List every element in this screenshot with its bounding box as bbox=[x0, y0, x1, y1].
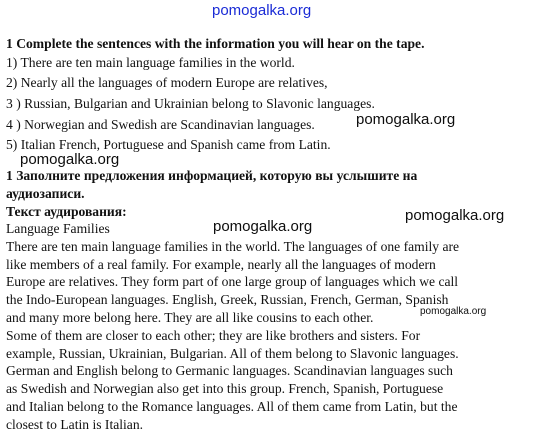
passage-line: and Italian belong to the Romance languages. All of them came from Latin, but the bbox=[6, 399, 458, 414]
text-title: Language Families bbox=[6, 221, 110, 236]
exercise-heading: 1 Complete the sentences with the information you will hear on the tape. bbox=[6, 36, 425, 51]
exercise-heading-ru-cont: аудиозаписи. bbox=[6, 186, 85, 201]
passage-line: example, Russian, Ukrainian, Bulgarian. All of them belong to Slavonic languages. bbox=[6, 346, 459, 361]
exercise-item: 3 ) Russian, Bulgarian and Ukrainian belong to Slavonic languages. bbox=[6, 96, 375, 111]
passage-line: closest to Latin is Italian. bbox=[6, 417, 144, 432]
exercise-item: 1) There are ten main language families in the world. bbox=[6, 55, 295, 70]
watermark-top: pomogalka.org bbox=[212, 2, 312, 19]
watermark: pomogalka.org bbox=[405, 207, 505, 224]
passage-line: the Indo-European languages. English, Greek, Russian, French, German, Spanish bbox=[6, 292, 449, 307]
passage-line: German and English belong to Germanic languages. Scandinavian languages such bbox=[6, 363, 453, 378]
exercise-item: 2) Nearly all the languages of modern Europe are relatives, bbox=[6, 75, 328, 90]
watermark-small: pomogalka.org bbox=[420, 306, 487, 317]
watermark: pomogalka.org bbox=[213, 218, 313, 235]
watermark: pomogalka.org bbox=[356, 111, 456, 128]
watermark: pomogalka.org bbox=[20, 151, 120, 168]
passage-line: as Swedish and Norwegian also get into this group. French, Spanish, Portuguese bbox=[6, 381, 444, 396]
exercise-item: 5) Italian French, Portuguese and Spanish came from Latin. bbox=[6, 137, 331, 152]
passage-line: Europe are relatives. They form part of one large group of languages which we call bbox=[6, 274, 459, 289]
passage-line: Some of them are closer to each other; they are like brothers and sisters. For bbox=[6, 328, 421, 343]
passage-line: There are ten main language families in the world. The languages of one family are bbox=[6, 239, 460, 254]
passage-line: and many more belong here. They are all like cousins to each other. bbox=[6, 310, 374, 325]
passage-line: like members of a real family. For example, nearly all the languages of modern bbox=[6, 257, 436, 272]
audio-text-label: Текст аудирования: bbox=[6, 204, 127, 219]
exercise-heading-ru: 1 Заполните предложения информацией, которую вы услышите на bbox=[6, 168, 418, 183]
exercise-item: 4 ) Norwegian and Swedish are Scandinavian languages. bbox=[6, 117, 315, 132]
